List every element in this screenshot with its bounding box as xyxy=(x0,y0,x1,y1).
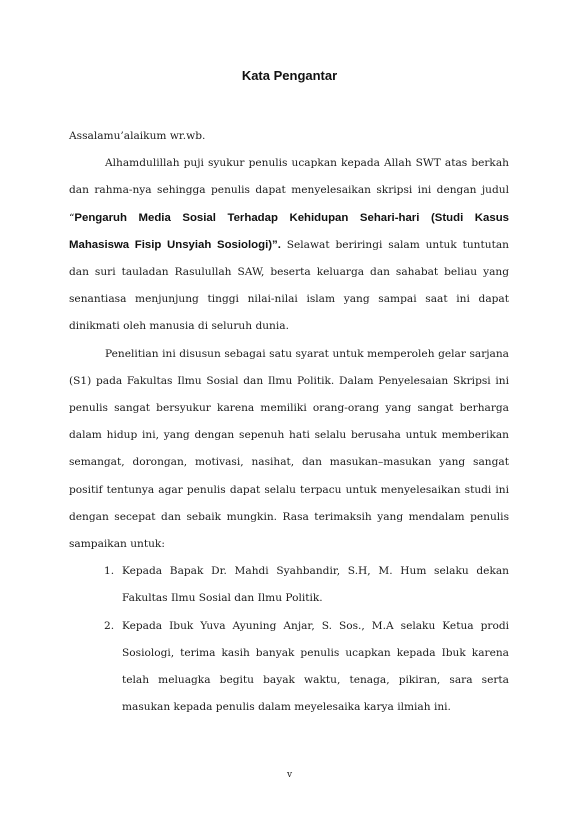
page-title: Kata Pengantar xyxy=(241,68,338,83)
list-item-text: Kepada Ibuk Yuva Ayuning Anjar, S. Sos., M.A selaku Ketua prodi Sosiologi, terima kasih banyak penulis ucapkan kepada Ibuk karena telah meluagka begitu bayak waktu, tenaga, pikiran, sara serta masukan kepada penulis dalam meyelesaika karya ilmiah ini. xyxy=(122,619,509,714)
list-item-text: Kepada Bapak Dr. Mahdi Syahbandir, S.H, M. Hum selaku dekan Fakultas Ilmu Sosial dan Ilmu Politik. xyxy=(122,565,509,605)
greeting-line: Assalamu’alaikum wr.wb. xyxy=(69,130,206,142)
paragraph-1-intro: Alhamdulillah puji syukur penulis ucapkan kepada Allah SWT atas berkah dan rahma-nya sehingga penulis dapat menyelesaikan skripsi ini dengan judul “ xyxy=(69,157,509,224)
list-item xyxy=(69,558,509,612)
list-item-number: 1. xyxy=(104,565,115,578)
acknowledgement-list xyxy=(69,558,509,721)
document-body xyxy=(69,123,509,721)
paragraph-1-rest: Selawat beriringi salam untuk tuntutan dan suri tauladan Rasulullah SAW, beserta keluarga dan sahabat beliau yang senantiasa menjunjung tinggi nilai-nilai islam yang sampai saat ini dapat dinikmati oleh manusia di seluruh dunia. xyxy=(69,238,509,333)
page-number: v xyxy=(286,770,293,780)
paragraph-1 xyxy=(69,150,509,340)
thesis-title: Pengaruh Media Sosial Terhadap Kehidupan Sehari-hari (Studi Kasus Mahasiswa Fisip Unsyiah Sosiologi)”. xyxy=(69,211,509,251)
list-item-number: 2. xyxy=(104,619,115,632)
list-item xyxy=(69,613,509,722)
paragraph-2: Penelitian ini disusun sebagai satu syarat untuk memperoleh gelar sarjana (S1) pada Fakultas Ilmu Sosial dan Ilmu Politik. Dalam Penyelesaian Skripsi ini penulis sangat bersyukur karena memiliki orang-orang yang sangat berharga dalam hidup ini, yang dengan sepenuh hati selalu berusaha untuk memberikan semangat, dorongan, motivasi, nasihat, dan masukan–masukan yang sangat positif tentunya agar penulis dapat selalu terpacu untuk menyelesaikan studi ini dengan secepat dan sebaik mungkin. Rasa terimaksih yang mendalam penulis sampaikan untuk: xyxy=(69,347,509,551)
